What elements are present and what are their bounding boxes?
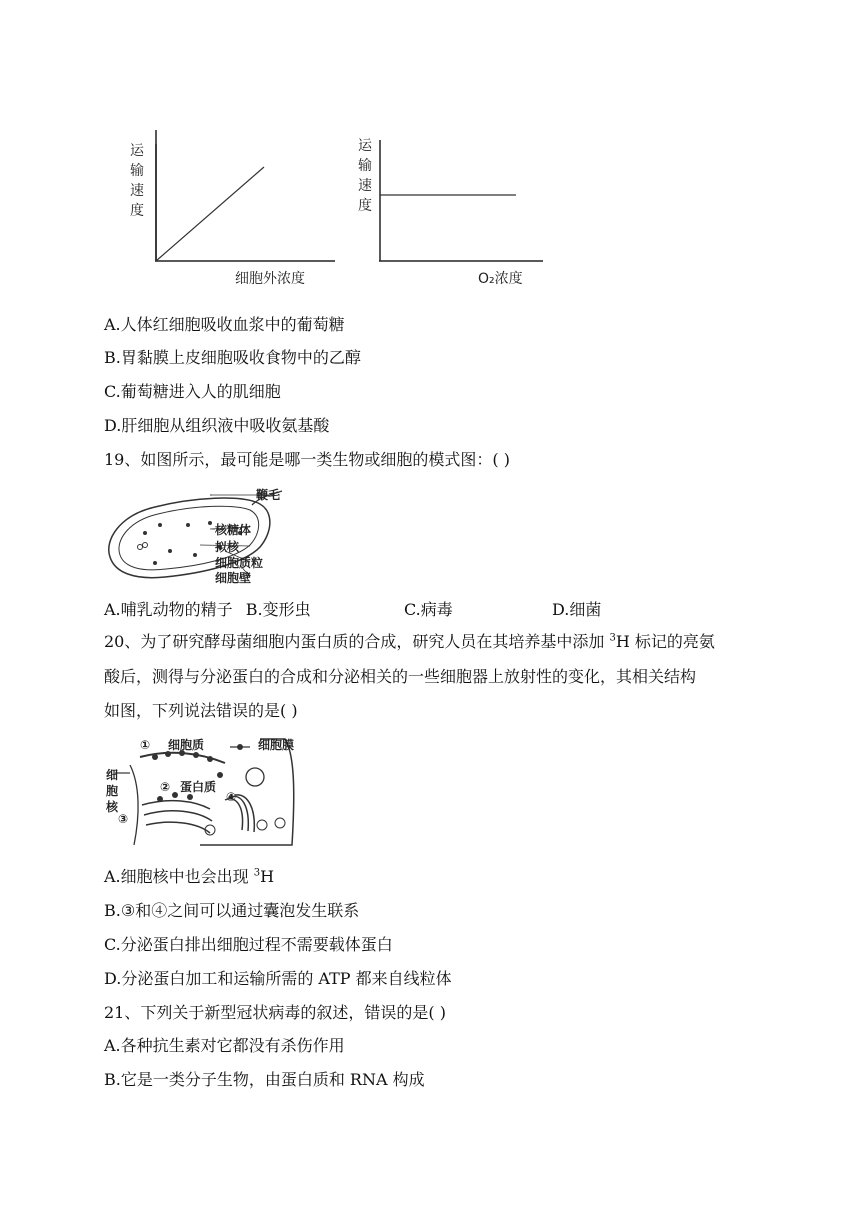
q18-option-a: A.人体红细胞吸收血浆中的葡萄糖 xyxy=(104,315,345,334)
q20-stem-line3: 如图，下列说法错误的是( ) xyxy=(104,701,298,720)
label-nucleus: 胞 xyxy=(106,784,119,798)
rate-line xyxy=(156,167,264,261)
q21-option-a: A.各种抗生素对它都没有杀伤作用 xyxy=(104,1036,345,1055)
label-cell-wall: 细胞壁 xyxy=(215,571,252,585)
y-axis-label: 速 xyxy=(358,178,372,194)
secretory-protein-diagram xyxy=(100,735,300,855)
x-axis-label: O₂浓度 xyxy=(478,271,523,287)
q20-stem-line1 xyxy=(104,631,715,653)
superscript: 3 xyxy=(609,632,616,644)
q19-option-d: D.细菌 xyxy=(552,600,602,619)
y-axis-label: 输 xyxy=(358,158,372,174)
q20-option-c: C.分泌蛋白排出细胞过程不需要载体蛋白 xyxy=(104,935,393,954)
q20-stem-line2: 酸后，测得与分泌蛋白的合成和分泌相关的一些细胞器上放射性的变化，其相关结构 xyxy=(104,667,697,686)
y-axis-label: 速 xyxy=(130,183,144,199)
q20-option-a-text: A.细胞核中也会出现 xyxy=(104,867,254,886)
q20-option-b: B.③和④之间可以通过囊泡发生联系 xyxy=(104,901,360,920)
q18-option-b: B.胃黏膜上皮细胞吸收食物中的乙醇 xyxy=(104,348,361,367)
y-axis-label: 运 xyxy=(130,143,144,159)
x-axis-label: 细胞外浓度 xyxy=(235,271,305,287)
q19-options xyxy=(104,599,602,621)
q20-stem-text: H 标记的亮氨 xyxy=(615,632,715,651)
bacterium-diagram-labels xyxy=(215,485,330,585)
q20-option-a xyxy=(104,866,274,888)
q18-option-c: C.葡萄糖进入人的肌细胞 xyxy=(104,382,281,401)
q19-option-c: C.病毒 xyxy=(404,600,453,619)
q19-stem: 19、如图所示，最可能是哪一类生物或细胞的模式图：( ) xyxy=(104,450,510,469)
label-flagellum: 鞭毛 xyxy=(256,488,281,502)
q20-stem-text: 20、为了研究酵母菌细胞内蛋白质的合成，研究人员在其培养基中添加 xyxy=(104,632,610,651)
label-membrane: 细胞膜 xyxy=(258,738,295,752)
y-axis-label: 度 xyxy=(130,203,144,219)
label-plasmid: 细胞质粒 xyxy=(215,556,264,570)
y-axis-label: 运 xyxy=(358,138,372,154)
q20-option-d: D.分泌蛋白加工和运输所需的 ATP 都来自线粒体 xyxy=(104,969,452,988)
label-ribosome: 核糖体 xyxy=(215,523,252,537)
graph-extracellular-concentration xyxy=(120,130,350,295)
q21-option-b: B.它是一类分子生物，由蛋白质和 RNA 构成 xyxy=(104,1070,425,1089)
label-2: ② xyxy=(160,780,171,794)
label-protein: 蛋白质 xyxy=(180,780,217,794)
q20-option-a-text: H xyxy=(260,867,275,886)
y-axis-label: 输 xyxy=(130,163,144,179)
label-cytoplasm: 细胞质 xyxy=(168,738,205,752)
label-nucleus: 核 xyxy=(106,800,119,814)
label-nucleus: 细 xyxy=(106,768,119,782)
y-axis-label: 度 xyxy=(358,198,372,214)
graph-oxygen-concentration xyxy=(350,130,560,295)
label-4: ④ xyxy=(226,790,237,804)
q19-option-a: A.哺乳动物的精子 xyxy=(104,600,233,619)
q19-option-b: B.变形虫 xyxy=(245,600,311,619)
q18-option-d: D.肝细胞从组织液中吸收氨基酸 xyxy=(104,416,330,435)
q21-stem: 21、下列关于新型冠状病毒的叙述，错误的是( ) xyxy=(104,1003,446,1022)
label-3: ③ xyxy=(118,812,129,826)
label-1: ① xyxy=(140,738,151,752)
superscript: 3 xyxy=(253,867,261,879)
label-nucleoid: 拟核 xyxy=(215,540,240,554)
